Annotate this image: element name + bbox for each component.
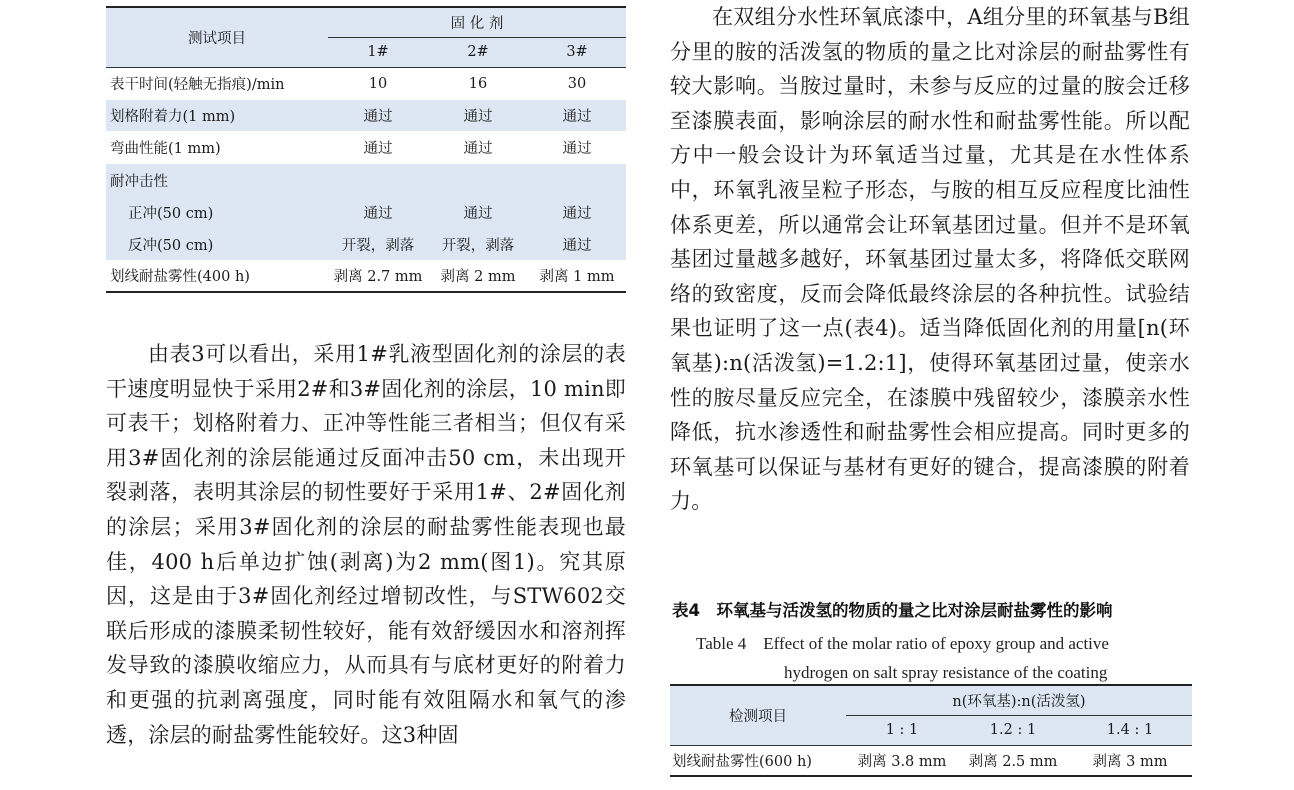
- table3-cell: 通过: [562, 237, 592, 254]
- table4-col-header: 1.2 : 1: [958, 715, 1068, 745]
- table3-col-header: 3#: [528, 37, 626, 67]
- table3-cell: [528, 164, 626, 196]
- table3-row-label: 划格附着力(1 mm): [110, 109, 236, 125]
- table3-col-header: 2#: [428, 37, 528, 67]
- table3-cell: 通过: [463, 205, 493, 222]
- table4-caption-en: [696, 629, 1176, 687]
- body-paragraph: 由表3可以看出，采用1#乳液型固化剂的涂层的表干速度明显快于采用2#和3#固化剂的涂层，10 min即可表干；划格附着力、正冲等性能三者相当；但仅有采用3#固化剂的涂层能通过反面冲击50 cm，未出现开裂剥落，表明其涂层的韧性要好于采用1#、2#固化剂的涂层；采用3#固化剂的涂层的耐盐雾性能表现也最佳，400 h后单边扩蚀(剥离)为2 mm(图1)。究其原因，这是由于3#固化剂经过增韧改性，与STW602交联后形成的漆膜柔韧性较好，能有效舒缓因水和溶剂挥发导致的漆膜收缩应力，从而具有与底材更好的附着力和更强的抗剥离强度，同时能有效阻隔水和氧气的渗透，涂层的耐盐雾性能较好。这3种固: [106, 342, 626, 747]
- table-row: [106, 164, 626, 196]
- table3-cell: 通过: [562, 205, 592, 222]
- table3-row-header: 测试项目: [106, 7, 328, 67]
- table4-cell: 剥离 2.5 mm: [958, 745, 1068, 776]
- table4-col-header: 1.4 : 1: [1068, 715, 1192, 745]
- table3-cell: 通过: [562, 109, 592, 125]
- table4-caption-zh: 表4 环氧基与活泼氢的物质的量之比对涂层耐盐雾性的影响: [672, 601, 1113, 620]
- left-column: [106, 337, 626, 752]
- table3-cell: 30: [567, 75, 587, 92]
- table-row: [106, 228, 626, 260]
- table-row: [106, 196, 626, 228]
- table3-cell: 通过: [562, 141, 592, 157]
- table3-cell: [328, 164, 428, 196]
- table3-cell: 通过: [463, 109, 493, 125]
- table-row: [106, 260, 626, 292]
- right-column: [670, 0, 1190, 519]
- table3-cell: 开裂，剥落: [441, 237, 515, 254]
- table4-row-label: 划线耐盐雾性(600 h): [670, 745, 846, 776]
- table3-cell: 开裂，剥落: [341, 237, 415, 254]
- table3-cell: 通过: [363, 205, 393, 222]
- table-row: [106, 131, 626, 164]
- table3-cell: 剥离 1 mm: [528, 260, 626, 292]
- table3-row-label: 耐冲击性: [110, 173, 168, 190]
- table3-row-label: 表干时间(轻触无指痕)/min: [110, 77, 285, 94]
- table-4: [670, 684, 1192, 777]
- table-row: [670, 745, 1192, 776]
- table3-cell: 剥离 2.7 mm: [328, 260, 428, 292]
- table3-row-label: 反冲(50 cm): [128, 237, 214, 254]
- table3-row-label: 划线耐盐雾性(400 h): [106, 260, 328, 292]
- table3-row-label: 弯曲性能(1 mm): [110, 141, 221, 157]
- table3-cell: 通过: [363, 109, 393, 125]
- table-row: [106, 67, 626, 100]
- table4-caption-en-line: Table 4 Effect of the molar ratio of epoxy group and active: [696, 634, 1109, 653]
- table3-cell: 10: [368, 75, 388, 92]
- table3-row-label: 正冲(50 cm): [128, 205, 214, 222]
- table4-col-header: 1 : 1: [846, 715, 958, 745]
- table3-cell: 通过: [463, 141, 493, 157]
- table3-cell: 16: [468, 75, 488, 92]
- table4-cell: 剥离 3 mm: [1068, 745, 1192, 776]
- table4-group-header: n(环氧基):n(活泼氢): [846, 685, 1192, 715]
- table3-cell: [428, 164, 528, 196]
- table3-group-header: 固 化 剂: [328, 7, 626, 37]
- table-3: [106, 6, 626, 293]
- table4-caption-en-line: hydrogen on salt spray resistance of the coating: [784, 663, 1108, 682]
- table3-cell: 剥离 2 mm: [428, 260, 528, 292]
- body-paragraph: 在双组分水性环氧底漆中，A组分里的环氧基与B组分里的胺的活泼氢的物质的量之比对涂层的耐盐雾性有较大影响。当胺过量时，未参与反应的过量的胺会迁移至漆膜表面，影响涂层的耐水性和耐盐雾性能。所以配方中一般会设计为环氧适当过量，尤其是在水性体系中，环氧乳液呈粒子形态，与胺的相互反应程度比油性体系更差，所以通常会让环氧基团过量。但并不是环氧基团过量越多越好，环氧基团过量太多，将降低交联网络的致密度，反而会降低最终涂层的各种抗性。试验结果也证明了这一点(表4)。适当降低固化剂的用量[n(环氧基):n(活泼氢)=1.2:1]，使得环氧基团过量，使亲水性的胺尽量反应完全，在漆膜中残留较少，漆膜亲水性降低，抗水渗透性和耐盐雾性会相应提高。同时更多的环氧基可以保证与基材有更好的键合，提高漆膜的附着力。: [670, 5, 1190, 514]
- table3-col-header: 1#: [328, 37, 428, 67]
- table3-cell: 通过: [363, 141, 393, 157]
- table4-cell: 剥离 3.8 mm: [846, 745, 958, 776]
- table-row: [106, 100, 626, 131]
- table4-row-header: 检测项目: [670, 685, 846, 745]
